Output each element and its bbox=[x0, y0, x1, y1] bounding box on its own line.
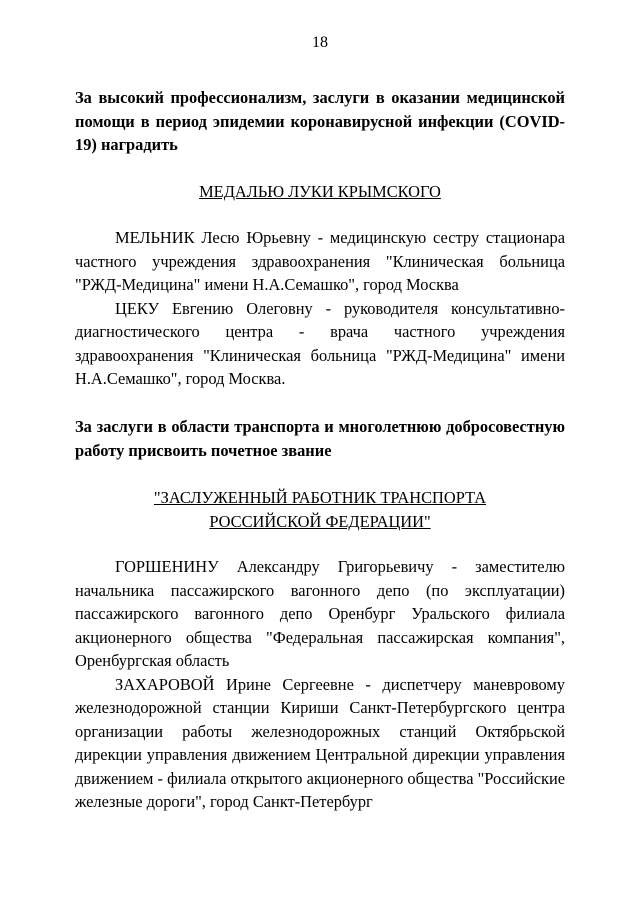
section2-intro-block bbox=[75, 415, 565, 462]
recipient-paragraph: ЦЕКУ Евгению Олеговну - руководителя консультативно-диагностического центра - врача частного учреждения здравоохранения "Клиническая больница "РЖД-Медицина" имени Н.А.Семашко", город Москва. bbox=[75, 298, 565, 388]
recipient-paragraph: ГОРШЕНИНУ Александру Григорьевичу - заместителю начальника пассажирского вагонного депо (по эксплуатации) пассажирского вагонного депо Оренбург Уральского филиала акционерного общества "Федеральная пассажирская компания", Оренбургская область bbox=[75, 557, 565, 670]
section1-recipients bbox=[75, 226, 565, 391]
section2-award-heading-line1: "ЗАСЛУЖЕННЫЙ РАБОТНИК ТРАНСПОРТА bbox=[153, 488, 487, 507]
page-number: 18 bbox=[312, 34, 328, 51]
section2-recipients bbox=[75, 555, 565, 814]
section1-award-heading: МЕДАЛЬЮ ЛУКИ КРЫМСКОГО bbox=[199, 182, 441, 201]
recipient-paragraph: МЕЛЬНИК Лесю Юрьевну - медицинскую сестру стационара частного учреждения здравоохранения "Клиническая больница "РЖД-Медицина" имени Н.А.Семашко", город Москва bbox=[75, 228, 565, 294]
section2-intro: За заслуги в области транспорта и многолетнюю добросовестную работу присвоить почетное звание bbox=[75, 417, 565, 460]
recipient-paragraph: ЗАХАРОВОЙ Ирине Сергеевне - диспетчеру маневровому железнодорожной станции Кириши Санкт-Петербургского центра организации работы железнодорожных станций Октябрьской дирекции управления движением Центральной дирекции управления движением - филиала открытого акционерного общества "Российские железные дороги", город Санкт-Петербург bbox=[75, 674, 565, 811]
section2-award-heading-line2: РОССИЙСКОЙ ФЕДЕРАЦИИ" bbox=[209, 512, 431, 531]
section1-intro: За высокий профессионализм, заслуги в оказании медицинской помощи в период эпидемии коронавирусной инфекции (COVID-19) наградить bbox=[75, 88, 565, 154]
section1-intro-block bbox=[75, 86, 565, 157]
